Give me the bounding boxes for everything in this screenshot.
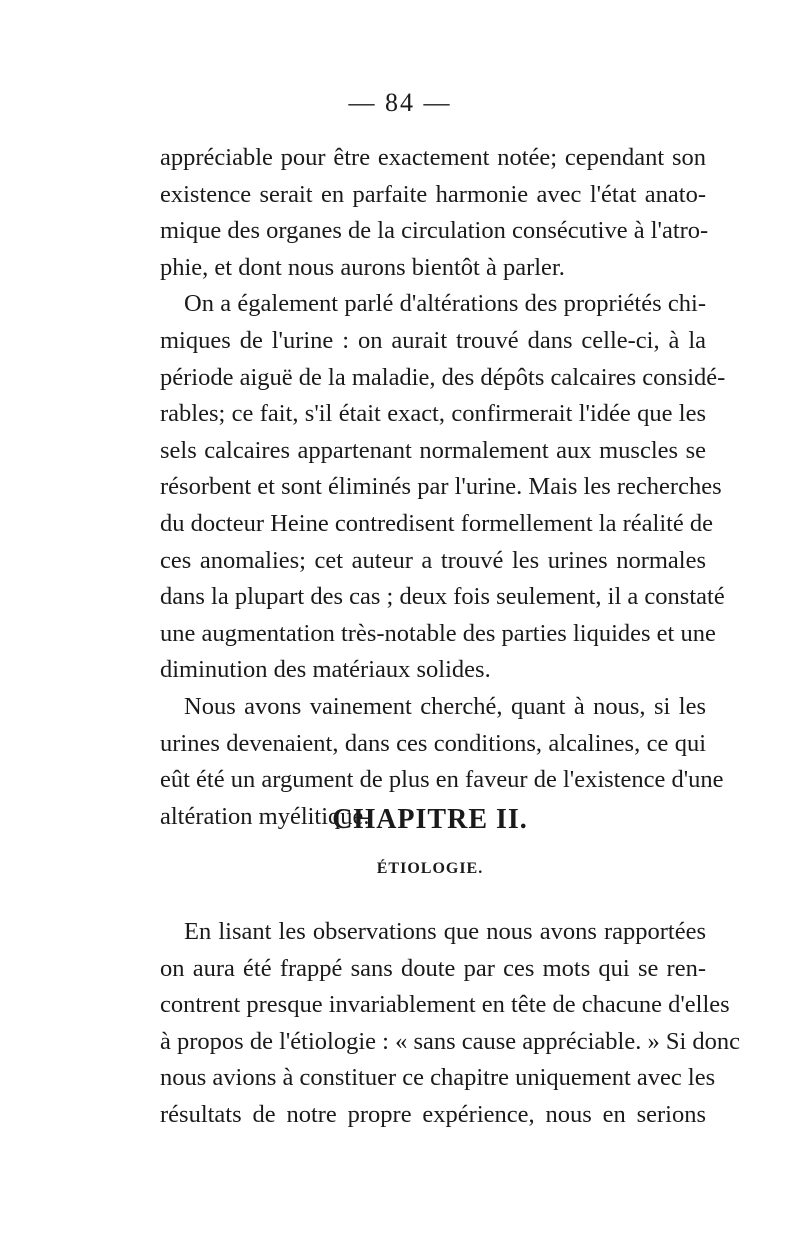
text-line: mique des organes de la circulation consécutive à l'atro- [160,217,709,245]
text-line: phie, et dont nous aurons bientôt à parler. [160,253,565,281]
page-number: — 84 — [348,88,452,117]
paragraph [160,140,709,286]
paragraph [160,286,726,689]
text-line: On a également parlé d'altérations des propriétés chi- [184,290,706,318]
text-line: contrent presque invariablement en tête de chacune d'elles [160,991,730,1019]
text-line: eût été un argument de plus en faveur de l'existence d'une [160,766,724,794]
text-line: résultats de notre propre expérience, nous en serions [160,1100,706,1128]
chapter-subtitle: ÉTIOLOGIE. [376,860,484,877]
paragraph [160,914,740,1134]
text-line: sels calcaires appartenant normalement aux muscles se [160,436,706,464]
text-line: du docteur Heine contredisent formellement la réalité de [160,509,714,537]
text-line: résorbent et sont éliminés par l'urine. Mais les recherches [160,473,722,501]
text-line: existence serait en parfaite harmonie avec l'état anato- [160,180,706,208]
text-line: période aiguë de la maladie, des dépôts calcaires considé- [160,363,726,391]
text-line: nous avions à constituer ce chapitre uniquement avec les [160,1064,716,1092]
text-line: ces anomalies; cet auteur a trouvé les urines normales [160,546,706,574]
text-line: altération myélitique. [160,802,370,830]
text-line: on aura été frappé sans doute par ces mots qui se ren- [160,954,706,982]
chapter-title: CHAPITRE II. [332,804,528,835]
text-line: à propos de l'étiologie : « sans cause appréciable. » Si donc [160,1027,740,1055]
text-line: dans la plupart des cas ; deux fois seulement, il a constaté [160,583,725,611]
text-block-before-chapter [160,140,726,835]
text-block-after-chapter [160,914,740,1134]
text-line: miques de l'urine : on aurait trouvé dans celle-ci, à la [160,326,706,354]
text-line: diminution des matériaux solides. [160,656,491,684]
text-line: rables; ce fait, s'il était exact, confirmerait l'idée que les [160,400,706,428]
text-line: En lisant les observations que nous avons rapportées [184,918,706,945]
text-line: une augmentation très-notable des parties liquides et une [160,619,716,647]
text-line: Nous avons vainement cherché, quant à nous, si les [184,692,706,720]
text-line: urines devenaient, dans ces conditions, alcalines, ce qui [160,729,706,757]
text-line: appréciable pour être exactement notée; cependant son [160,144,706,171]
